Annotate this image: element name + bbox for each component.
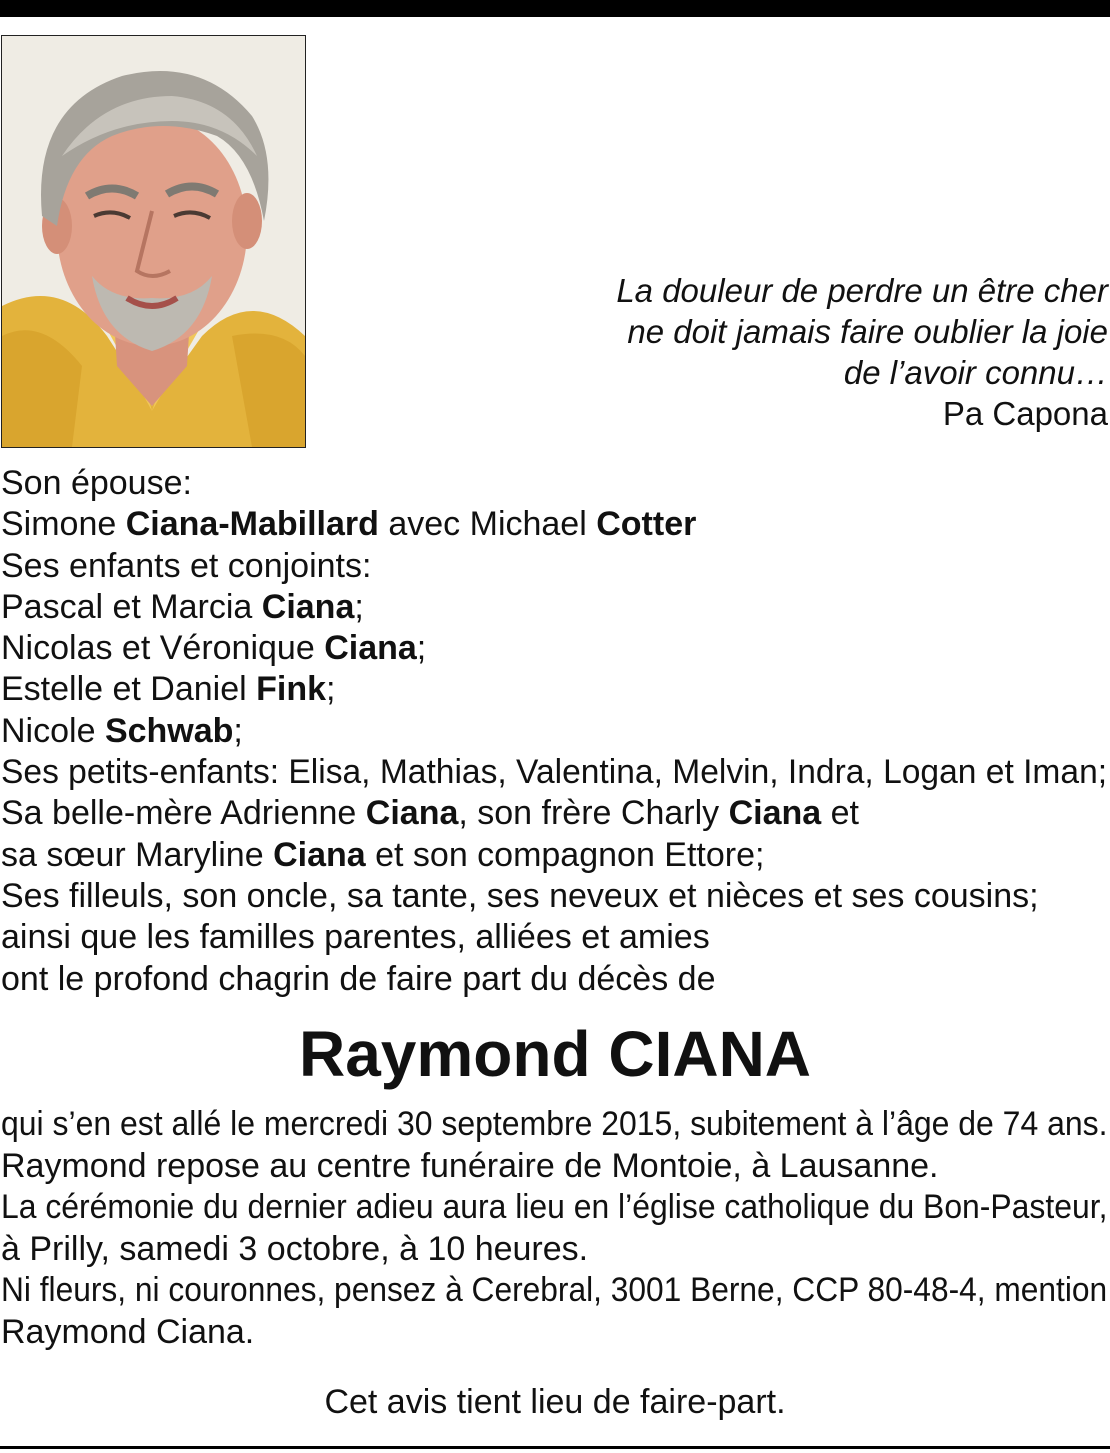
deceased-name: Raymond CIANA (298, 1018, 812, 1090)
quote-line: ne doit jamais faire oublier la joie (627, 313, 1108, 350)
quote-author: Pa Capona (942, 395, 1108, 432)
quote-line: La douleur de perdre un être cher (616, 272, 1108, 309)
quote-line: de l’avoir connu… (843, 354, 1108, 391)
family-announcement (1, 463, 1109, 1000)
text-line: Raymond Ciana. (1, 1312, 255, 1351)
text-line: ainsi que les familles parentes, alliées et amies (1, 918, 710, 957)
text-line: Nicolas et Véronique Ciana; (1, 629, 427, 668)
text-line: Pascal et Marcia Ciana; (1, 587, 364, 626)
text-line: Son épouse: (1, 464, 192, 502)
text-line: Nicole Schwab; (1, 711, 243, 750)
text-line: Simone Ciana-Mabillard avec Michael Cotter (1, 505, 697, 544)
text-line: Ses petits-enfants: Elisa, Mathias, Valentina, Melvin, Indra, Logan et Iman; (1, 753, 1108, 792)
text-line: Ni fleurs, ni couronnes, pensez à Cerebral, 3001 Berne, CCP 80-48-4, mention (1, 1271, 1108, 1309)
funeral-details (1, 1104, 1109, 1353)
text-line: La cérémonie du dernier adieu aura lieu en l’église catholique du Bon-Pasteur, (1, 1188, 1108, 1226)
text-line: Estelle et Daniel Fink; (1, 670, 336, 709)
text-line: sa sœur Maryline Ciana et son compagnon Ettore; (1, 835, 765, 874)
text-line: Sa belle-mère Adrienne Ciana, son frère Charly Ciana et (1, 794, 859, 833)
footer-note: Cet avis tient lieu de faire-part. (324, 1383, 786, 1421)
text-line: ont le profond chagrin de faire part du décès de (1, 959, 716, 998)
quote-block (616, 270, 1108, 434)
text-line: qui s’en est allé le mercredi 30 septembre 2015, subitement à l’âge de 74 ans. (1, 1105, 1108, 1143)
text-line: Raymond repose au centre funéraire de Montoie, à Lausanne. (1, 1146, 939, 1185)
top-rule (0, 0, 1110, 17)
text-line: Ses filleuls, son oncle, sa tante, ses neveux et nièces et ses cousins; (1, 876, 1039, 915)
text-line: Ses enfants et conjoints: (1, 546, 372, 585)
portrait-photo (1, 35, 306, 448)
text-line: à Prilly, samedi 3 octobre, à 10 heures. (1, 1229, 589, 1268)
bottom-rule (0, 1446, 1110, 1449)
